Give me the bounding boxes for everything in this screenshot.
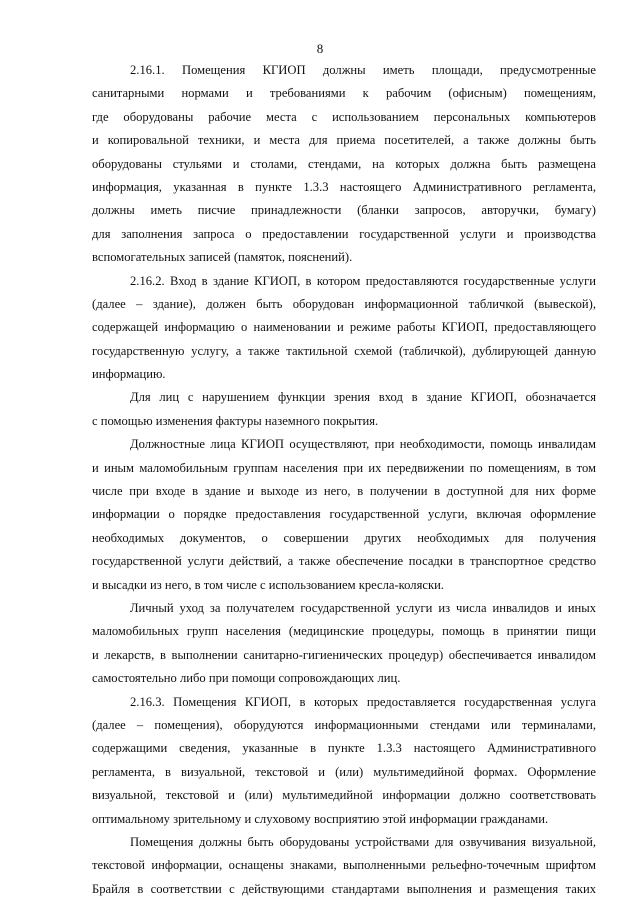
text-line: оборудованы стульями и столами, стендами, на которых должна быть размещена	[92, 156, 596, 171]
text-line: (далее – помещения), оборудуются информационными стендами или терминалами,	[92, 717, 596, 732]
text-line: Личный уход за получателем государственной услуги из числа инвалидов и иных	[130, 600, 596, 615]
text-line: вспомогательных записей (памяток, пояснений).	[92, 250, 353, 265]
text-line: регламента, в визуальной, текстовой и (или) мультимедийной формах. Оформление	[92, 764, 596, 779]
text-line: Для лиц с нарушением функции зрения вход в здание КГИОП, обозначается	[130, 390, 596, 405]
text-line: оптимальному зрительному и слуховому восприятию этой информации гражданами.	[92, 811, 549, 826]
text-line: 2.16.2. Вход в здание КГИОП, в котором предоставляются государственные услуги	[130, 273, 596, 288]
text-line: информации о порядке предоставления государственной услуги, включая оформление	[92, 507, 596, 522]
text-line: маломобильных групп населения (медицинские процедуры, помощь в принятии пищи	[92, 624, 596, 639]
text-line: Помещения должны быть оборудованы устройствами для озвучивания визуальной,	[130, 834, 596, 849]
text-line: (далее – здание), должен быть оборудован информационной табличкой (вывеской),	[92, 296, 596, 311]
text-line: информация, указанная в пункте 1.3.3 настоящего Административного регламента,	[92, 179, 596, 194]
page-number: 8	[316, 41, 324, 56]
text-line: информацию.	[92, 367, 166, 382]
text-line: государственной услуги действий, а также обеспечение посадки в транспортное средство	[92, 554, 596, 569]
text-line: санитарными нормами и требованиями к рабочим (офисным) помещениям,	[92, 86, 596, 101]
text-line: с помощью изменения фактуры наземного покрытия.	[92, 413, 379, 428]
text-line: Должностные лица КГИОП осуществляют, при необходимости, помощь инвалидам	[130, 437, 596, 452]
text-line: и копировальной техники, и места для приема посетителей, а также должны быть	[92, 133, 596, 148]
text-line: числе при входе в здание и выходе из него, в получении в доступной для них форме	[92, 484, 596, 499]
text-line: государственную услугу, а также тактильной схемой (табличкой), дублирующей данную	[92, 343, 596, 358]
text-line: текстовой информации, оснащены знаками, выполненными рельефно-точечным шрифтом	[92, 858, 596, 873]
text-line: необходимых документов, о совершении других необходимых для получения	[92, 530, 596, 545]
text-line: и высадки из него, в том числе с использованием кресла-коляски.	[92, 577, 444, 592]
text-line: должны иметь писчие принадлежности (бланки запросов, авторучки, бумагу)	[92, 203, 596, 218]
text-line: Брайля в соответствии с действующими стандартами выполнения и размещения таких	[92, 881, 596, 896]
text-line: для заполнения запроса о предоставлении государственной услуги и производства	[92, 226, 596, 241]
text-line: 2.16.1. Помещения КГИОП должны иметь площади, предусмотренные	[130, 63, 596, 77]
text-line: самостоятельно либо при помощи сопровождающих лиц.	[92, 671, 401, 686]
document-body	[92, 59, 596, 901]
text-line: 2.16.3. Помещения КГИОП, в которых предоставляется государственная услуга	[130, 694, 596, 709]
text-line: содержащими сведения, указанные в пункте 1.3.3 настоящего Административного	[92, 741, 596, 756]
text-line: и лекарств, в выполнении санитарно-гигиенических процедур) обеспечивается инвалидом	[92, 647, 596, 662]
text-line: и иным маломобильным группам населения при их передвижении по помещениям, в том	[92, 460, 596, 475]
text-line: визуальной, текстовой и (или) мультимедийной информации должно соответствовать	[92, 788, 596, 803]
text-line: содержащей информацию о наименовании и режиме работы КГИОП, предоставляющего	[92, 320, 596, 335]
text-line: где оборудованы рабочие места с использованием персональных компьютеров	[92, 109, 596, 124]
